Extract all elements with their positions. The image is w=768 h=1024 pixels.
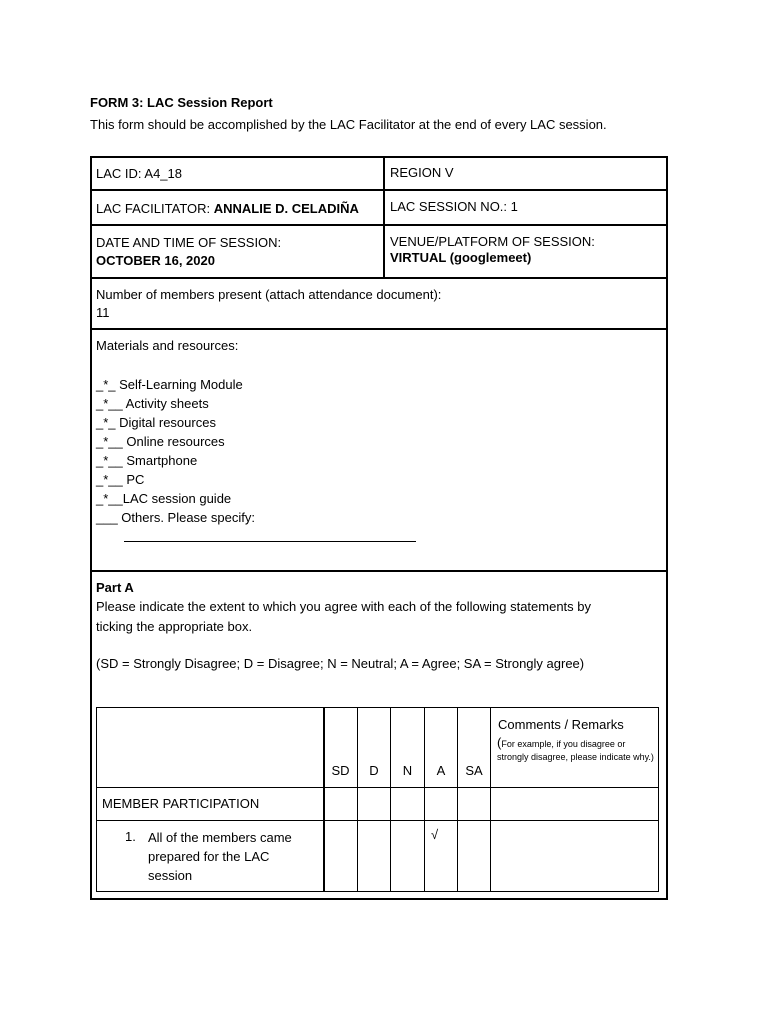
material-item: _*__ Activity sheets <box>96 396 209 411</box>
column-header-d: D <box>369 763 379 778</box>
divider <box>90 570 668 572</box>
session-number: LAC SESSION NO.: 1 <box>390 199 518 214</box>
divider <box>490 707 491 892</box>
statement-line: All of the members came <box>148 830 292 845</box>
form-instruction: This form should be accomplished by the LAC Facilitator at the end of every LAC session. <box>90 117 607 132</box>
divider <box>457 707 458 892</box>
section-member-participation: MEMBER PARTICIPATION <box>102 796 260 811</box>
facilitator-name: ANNALIE D. CELADIÑA <box>213 201 359 216</box>
divider <box>90 277 668 279</box>
divider <box>90 189 668 191</box>
material-item: _*_ Digital resources <box>96 415 216 430</box>
material-item: _*__ PC <box>96 472 145 487</box>
date-value: OCTOBER 16, 2020 <box>96 253 215 268</box>
venue-label: VENUE/PLATFORM OF SESSION: <box>390 234 595 249</box>
statement-text <box>148 828 292 885</box>
divider <box>383 156 385 278</box>
venue-value: VIRTUAL (googlemeet) <box>390 250 532 265</box>
region: REGION V <box>390 165 454 180</box>
divider <box>424 707 425 892</box>
column-header-a: A <box>436 763 446 778</box>
divider <box>90 328 668 330</box>
part-a-heading: Part A <box>96 580 134 595</box>
row-number: 1. <box>125 829 136 844</box>
divider <box>96 787 659 788</box>
part-a-instruction: ticking the appropriate box. <box>96 619 253 634</box>
rating-legend: (SD = Strongly Disagree; D = Disagree; N = Neutral; A = Agree; SA = Strongly agree) <box>96 656 585 671</box>
divider <box>96 820 659 821</box>
comments-note-text: For example, if you disagree or strongly disagree, please indicate why.) <box>497 739 654 762</box>
facilitator-label: LAC FACILITATOR: <box>96 201 214 216</box>
column-header-sa: SA <box>465 763 483 778</box>
material-item: _*__LAC session guide <box>96 491 232 506</box>
statement-line: session <box>148 868 193 883</box>
comments-heading: Comments / Remarks <box>498 717 624 732</box>
column-header-sd: SD <box>331 763 350 778</box>
date-label: DATE AND TIME OF SESSION: <box>96 235 282 250</box>
material-item: _*__ Online resources <box>96 434 225 449</box>
divider <box>323 707 325 892</box>
comments-note-paren: ( <box>497 735 502 750</box>
part-a-instruction: Please indicate the extent to which you agree with each of the following statements by <box>96 599 592 614</box>
statement-line: prepared for the LAC <box>148 849 270 864</box>
divider <box>90 224 668 226</box>
specify-blank-line <box>124 541 416 542</box>
material-item: _*__ Smartphone <box>96 453 198 468</box>
column-header-n: N <box>402 763 413 778</box>
members-label: Number of members present (attach attendance document): <box>96 287 442 302</box>
facilitator-field <box>96 200 359 218</box>
materials-heading: Materials and resources: <box>96 338 239 353</box>
material-item: _*_ Self-Learning Module <box>96 377 243 392</box>
divider <box>357 707 358 892</box>
material-item: ___ Others. Please specify: <box>96 510 255 525</box>
agree-check-mark: √ <box>431 827 439 842</box>
comments-note <box>497 736 657 764</box>
form-title: FORM 3: LAC Session Report <box>90 95 273 110</box>
members-value: 11 <box>96 305 110 320</box>
lac-id: LAC ID: A4_18 <box>96 166 182 181</box>
divider <box>390 707 391 892</box>
